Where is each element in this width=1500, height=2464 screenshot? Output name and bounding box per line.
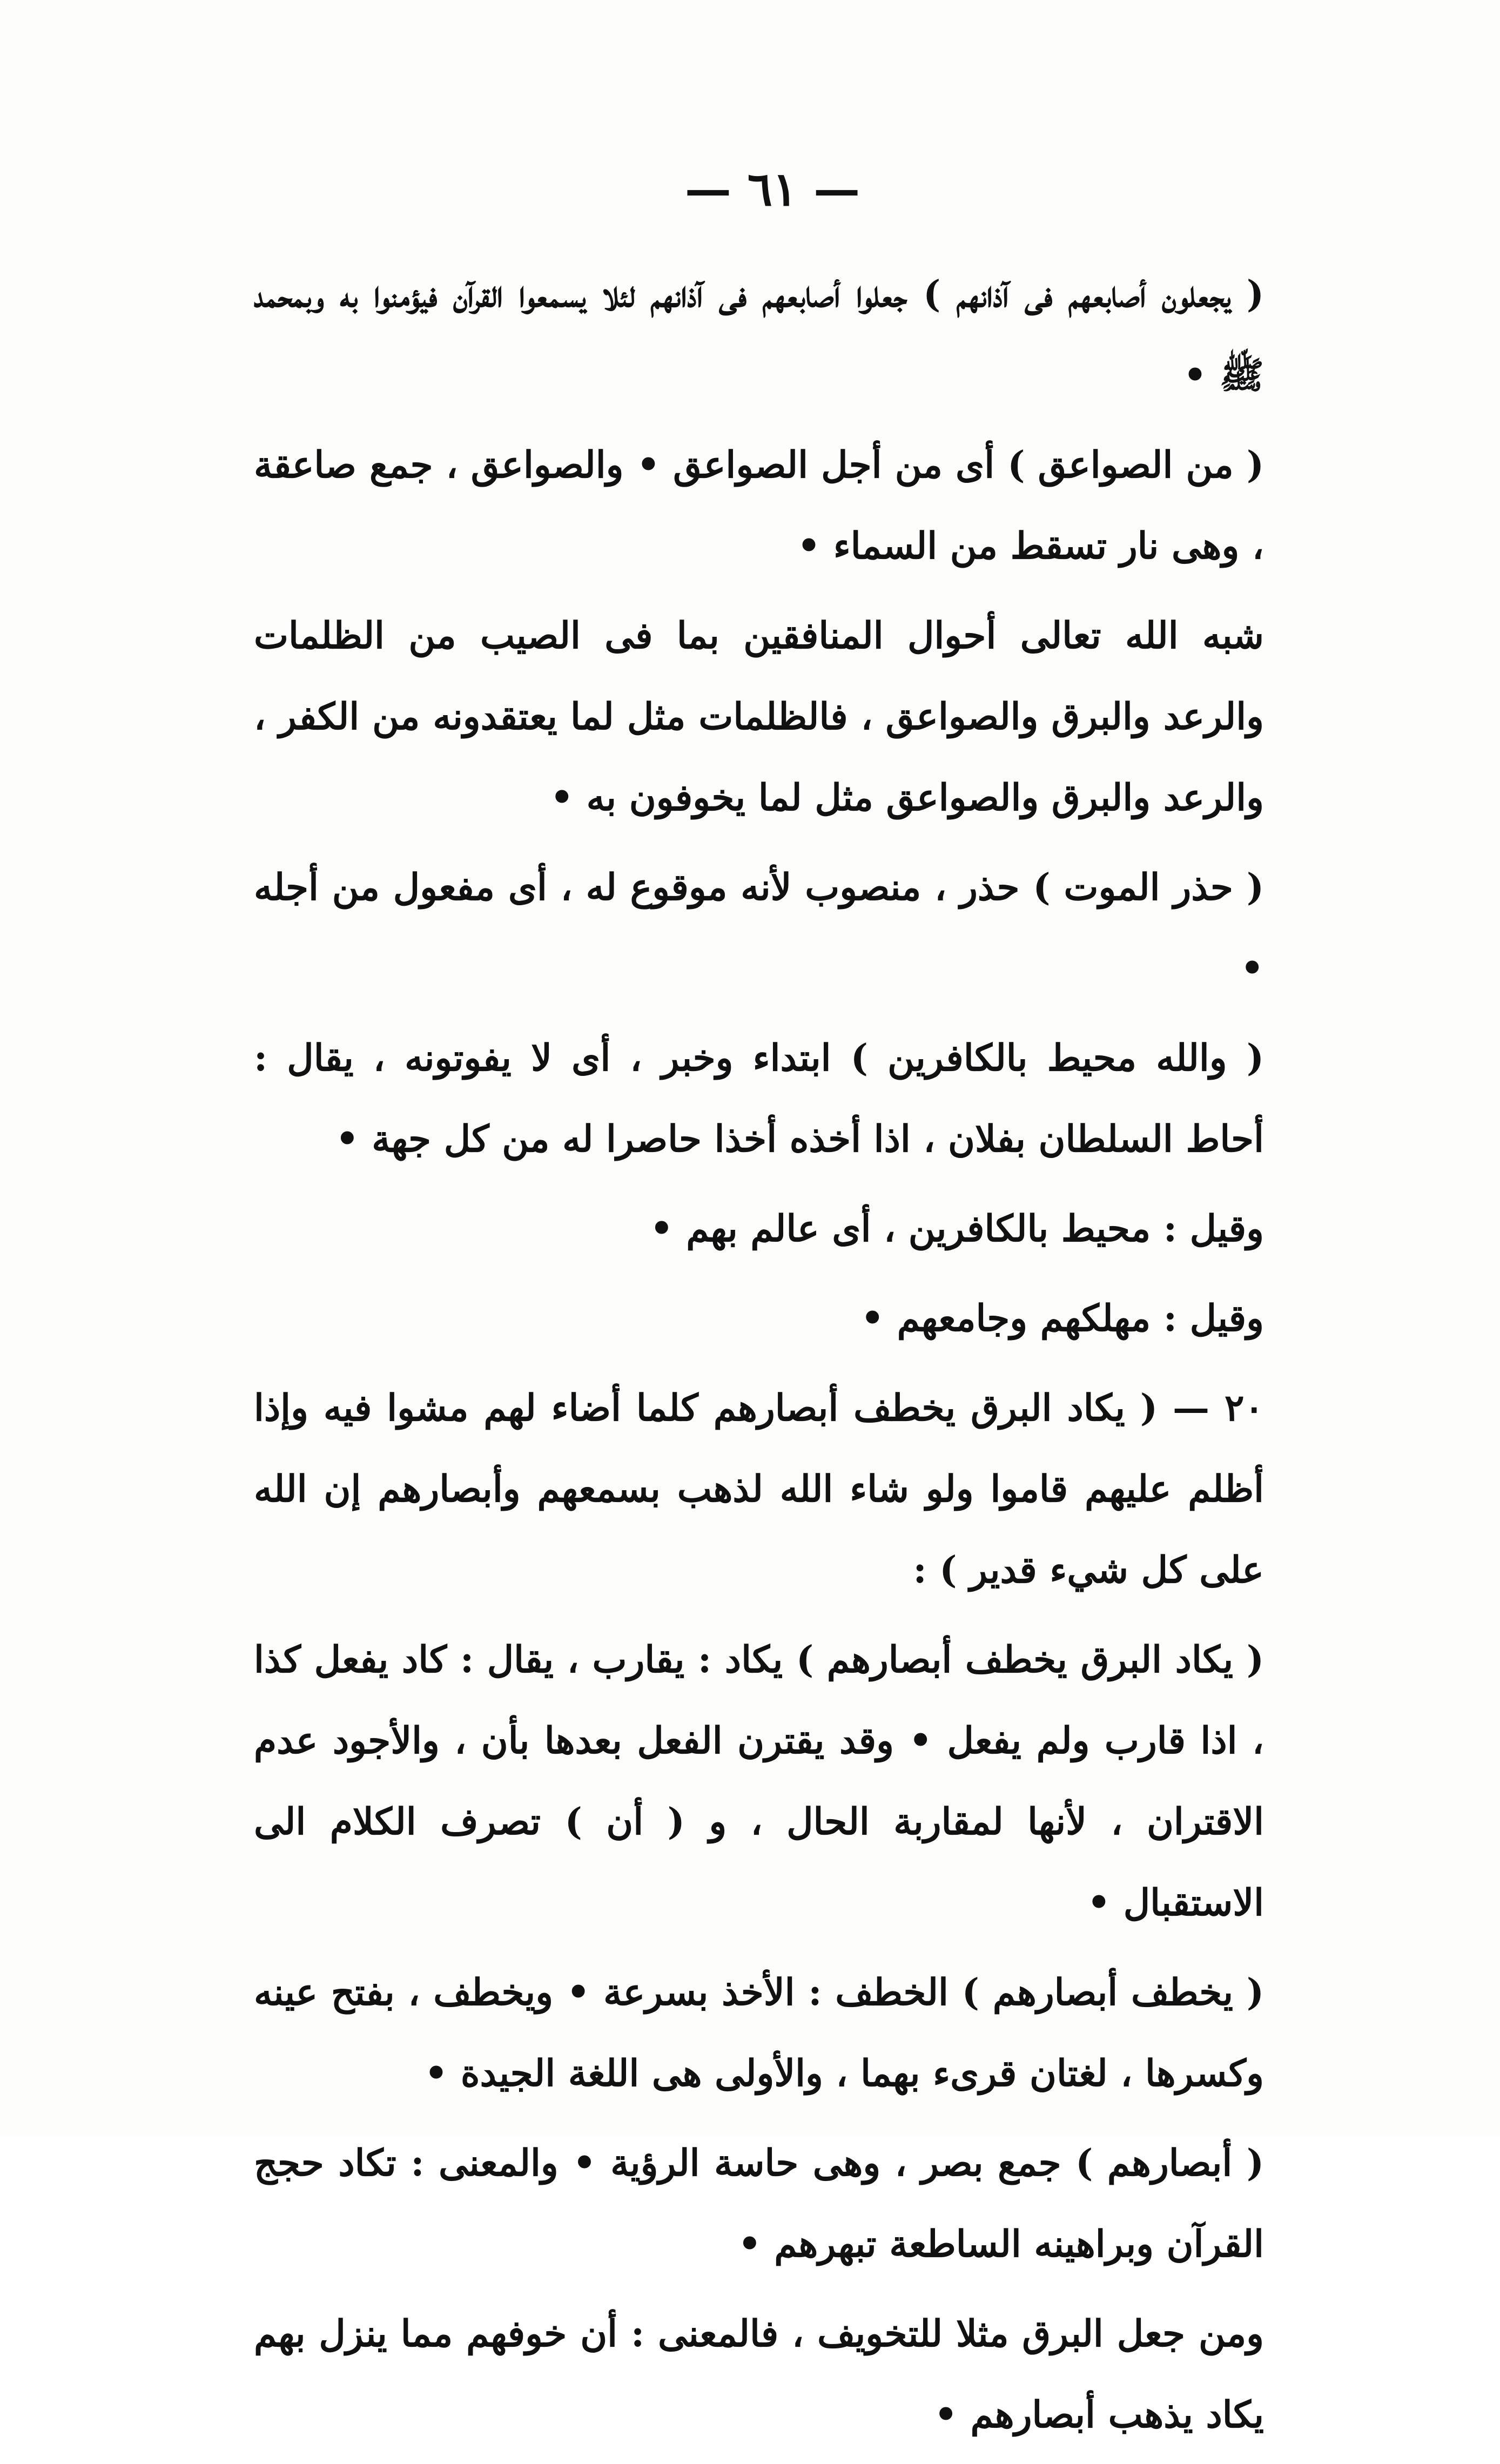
paragraph-12: ومن جعل البرق مثلا للتخويف ، فالمعنى : أن خوفهم مما ينزل بهم يكاد يذهب أبصارهم • [254,2312,1264,2436]
paragraph-11: ( أبصارهم ) جمع بصر ، وهى حاسة الرؤية • والمعنى : تكاد حجج القرآن وبراهينه الساطعة تبهرهم • [254,2142,1264,2266]
page-body-text [254,254,1296,2464]
page-number: — ٦١ — [684,162,860,217]
paragraph-6: وقيل : محيط بالكافرين ، أى عالم بهم • [650,1207,1264,1250]
paragraph-10: ( يخطف أبصارهم ) الخطف : الأخذ بسرعة • ويخطف ، بفتح عينه وكسرها ، لغتان قرىء بهما ، والأولى هى اللغة الجيدة • [254,1971,1264,2095]
paragraph-2: ( من الصواعق ) أى من أجل الصواعق • والصواعق ، جمع صاعقة ، وهى نار تسقط من السماء • [254,443,1264,568]
paragraph-4: ( حذر الموت ) حذر ، منصوب لأنه موقوع له ، أى مفعول من أجله • [254,866,1264,990]
paragraph-9: ( يكاد البرق يخطف أبصارهم ) يكاد : يقارب ، يقال : كاد يفعل كذا ، اذا قارب ولم يفعل • وقد يقترن الفعل بعدها بأن ، والأجود عدم الاقتران ، لأنها لمقاربة الحال ، و ( أن ) تصرف الكلام الى الاستقبال • [254,1638,1264,1924]
paragraph-7: وقيل : مهلكهم وجامعهم • [860,1297,1264,1340]
paragraph-8: ٢٠ — ( يكاد البرق يخطف أبصارهم كلما أضاء لهم مشوا فيه وإذا أظلم عليهم قاموا ولو شاء الله لذهب بسمعهم وأبصارهم إن الله على كل شيء قدير ) : [254,1386,1264,1592]
paragraph-1: ( يجعلون أصابعهم فى آذانهم ) جعلوا أصابعهم فى آذانهم لئلا يسمعوا القرآن فيؤمنوا به وبمحمد ﷺ • [254,273,1264,397]
paragraph-5: ( والله محيط بالكافرين ) ابتداء وخبر ، أى لا يفوتونه ، يقال : أحاط السلطان بفلان ، اذا أخذه أخذا حاصرا له من كل جهة • [254,1036,1264,1161]
paragraph-3: شبه الله تعالى أحوال المنافقين بما فى الصيب من الظلمات والرعد والبرق والصواعق ، فالظلمات مثل لما يعتقدونه من الكفر ، والرعد والبرق والصواعق مثل لما يخوفون به • [254,614,1264,819]
